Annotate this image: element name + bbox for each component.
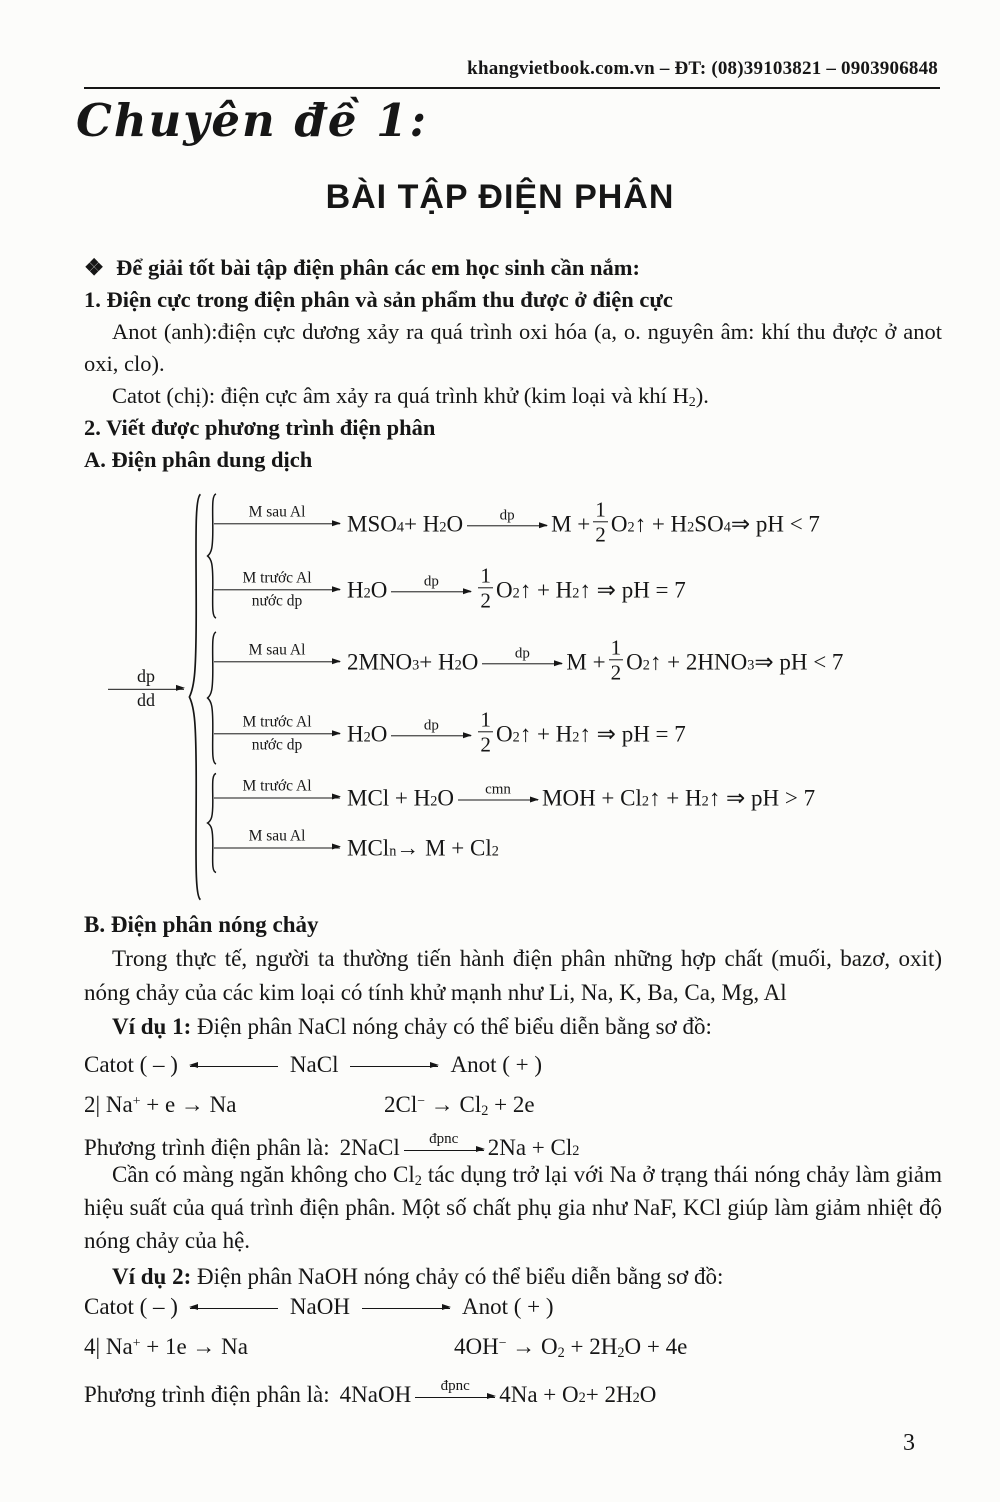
cathode-paragraph: Catot (chị): điện cực âm xảy ra quá trình khử (kim loại và khí $H_2$).	[112, 383, 709, 411]
arrow-line	[214, 590, 340, 591]
compound-label: NaCl	[289, 1052, 339, 1077]
condition-label-below	[272, 663, 282, 683]
overall-equation-label: Phương trình điện phân là:	[84, 1381, 330, 1407]
left-arrow-icon	[190, 1308, 278, 1309]
equation: H $_2$ O dp $\frac{1}{2}$ O $_2$ ↑ + H $_2$ ↑ ⇒ pH = 7	[347, 707, 686, 757]
cathode-half-reaction: 4| Na+ + 1e → Na	[84, 1334, 248, 1359]
condition-label-below	[272, 525, 282, 545]
anode-label: Anot ( + )	[450, 1052, 543, 1077]
header-contact: khangvietbook.com.vn – ĐT: (08)39103821 – 0903906848	[467, 58, 938, 79]
equation: 2MNO $_3$ + H $_2$ O dp M + $\frac{1}{2}$ O $_2$ ↑ + 2HNO $_3$ ⇒ pH < 7	[347, 635, 844, 685]
condition-label-below	[272, 849, 282, 869]
condition-label-below	[272, 799, 282, 819]
right-arrow-icon	[350, 1066, 438, 1067]
dp-dd-root-arrow	[108, 666, 184, 712]
example-1-text: Điện phân NaCl nóng chảy có thể biểu diễn bằng sơ đồ:	[197, 1014, 712, 1039]
cathode-label: Catot ( – )	[84, 1294, 178, 1319]
condition-label-above: M trước Al	[242, 569, 312, 587]
root-label-top: dp	[137, 665, 155, 686]
condition-arrow	[214, 570, 340, 611]
overall-equation-line	[84, 1378, 942, 1412]
electrolysis-scheme-diagram	[0, 482, 1000, 914]
condition-label-above: M trước Al	[242, 713, 312, 731]
condition-label-above: M sau Al	[248, 827, 306, 845]
melt-electrolysis-scheme	[84, 1048, 942, 1082]
condition-arrow	[214, 642, 340, 683]
cathode-half-reaction: 2| Na+ + e → Na	[84, 1092, 237, 1117]
cathode-label: Catot ( – )	[84, 1052, 178, 1077]
overall-equation: 2NaCl đpnc 2Na + Cl $_2$	[339, 1131, 580, 1160]
equation: MCl $_n$ → M + Cl $_2$	[347, 835, 499, 860]
arrow-line	[214, 798, 340, 799]
scheme-row	[214, 563, 686, 613]
root-label-bottom: dd	[137, 689, 155, 710]
header-rule	[84, 87, 940, 89]
condition-label-above: M sau Al	[248, 641, 306, 659]
intro-section	[84, 252, 942, 476]
condition-label-below: nước dp	[251, 736, 303, 754]
example-2-block	[84, 1290, 942, 1412]
anode-half-reaction: $4OH^- \to O_2 + 2H_2O + 4e$	[454, 1334, 688, 1362]
scheme-row	[214, 778, 815, 819]
right-arrow-icon	[362, 1308, 450, 1309]
left-arrow-icon	[190, 1066, 278, 1067]
example-1-intro	[84, 1010, 942, 1044]
equation: MSO $_4$ + H $_2$ O dp M + $\frac{1}{2}$ O $_2$ ↑ + H $_2$ SO $_4$ ⇒ pH < 7	[347, 497, 820, 547]
arrow-line	[214, 734, 340, 735]
example-2-label: Ví dụ 2:	[112, 1264, 192, 1289]
condition-label-above: M sau Al	[248, 503, 306, 521]
equation: H $_2$ O dp $\frac{1}{2}$ O $_2$ ↑ + H $_2$ ↑ ⇒ pH = 7	[347, 563, 686, 613]
condition-label-below: nước dp	[251, 592, 303, 610]
chapter-label: Chuyên đề 1:	[76, 94, 429, 147]
anode-label: Anot ( + )	[461, 1294, 554, 1319]
condition-label-above: M trước Al	[242, 777, 312, 795]
diamond-bullet-icon: ❖	[84, 255, 105, 280]
half-reactions	[84, 1330, 942, 1364]
membrane-note	[84, 1158, 942, 1293]
outer-brace-icon	[186, 488, 203, 906]
condition-arrow	[214, 504, 340, 545]
scheme-row	[214, 828, 499, 869]
example-2-text: Điện phân NaOH nóng chảy có thể biểu diễn bằng sơ đồ:	[197, 1264, 724, 1289]
heading-1: 1. Điện cực trong điện phân và sản phẩm thu được ở điện cực	[84, 287, 673, 312]
condition-arrow	[214, 778, 340, 819]
anode-half-reaction: $2Cl^- \to Cl_2 + 2e$	[384, 1092, 535, 1120]
overall-equation-label: Phương trình điện phân là:	[84, 1134, 330, 1160]
melt-electrolysis-scheme	[84, 1290, 942, 1324]
heading-a: A. Điện phân dung dịch	[84, 447, 313, 472]
intro-note-text: Để giải tốt bài tập điện phân các em học sinh cần nắm:	[116, 255, 640, 280]
compound-label: NaOH	[289, 1294, 350, 1319]
page-title: BÀI TẬP ĐIỆN PHÂN	[325, 178, 675, 216]
section-b-paragraph: Trong thực tế, người ta thường tiến hành điện phân những hợp chất (muối, bazơ, oxit) nóng chảy của các kim loại có tính khử mạnh như Li, Na, K, Ba, Ca, Mg, Al	[84, 946, 942, 1005]
overall-equation: 4NaOH đpnc 4Na + O $_2$ + 2H $_2$ O	[339, 1378, 657, 1407]
arrow-line	[108, 689, 184, 690]
anode-paragraph: Anot (anh):điện cực dương xảy ra quá trình oxi hóa (a, o. nguyên âm: khí thu được ở anot oxi, clo).	[84, 319, 942, 376]
scheme-row	[214, 497, 820, 547]
page-number: 3	[903, 1430, 915, 1456]
equation: MCl + H $_2$ O cmn MOH + Cl $_2$ ↑ + H $_2$ ↑ ⇒ pH > 7	[347, 781, 816, 810]
scheme-row	[214, 635, 844, 685]
arrow-line	[214, 848, 340, 849]
condition-arrow	[214, 714, 340, 755]
example-2-intro	[84, 1260, 942, 1293]
heading-2: 2. Viết được phương trình điện phân	[84, 415, 436, 440]
condition-arrow	[214, 828, 340, 869]
section-b	[84, 908, 942, 1044]
scheme-row	[214, 707, 686, 757]
example-1-label: Ví dụ 1:	[112, 1014, 192, 1039]
example-1-block	[84, 1048, 942, 1165]
half-reactions	[84, 1088, 942, 1122]
membrane-note-paragraph: Cần có màng ngăn không cho $Cl_2$ tác dụng trở lại với Na ở trạng thái nóng chảy làm giảm hiệu suất của quá trình điện phân. Một số chất phụ gia như NaF, KCl giúp làm giảm nhiệt độ nóng chảy của hệ.	[84, 1162, 942, 1253]
heading-b: B. Điện phân nóng chảy	[84, 912, 319, 937]
arrow-line	[214, 662, 340, 663]
arrow-line	[214, 524, 340, 525]
intro-note	[84, 252, 942, 284]
